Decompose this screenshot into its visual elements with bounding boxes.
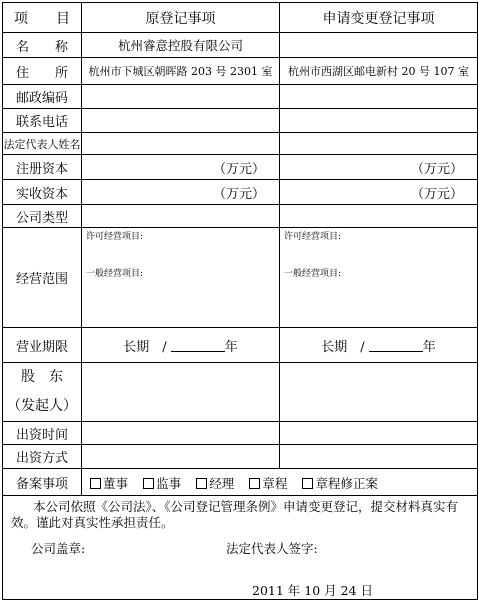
original-address[interactable]: 杭州市下城区朝晖路 203 号 2301 室 [82,58,280,85]
original-term-suffix: 年 [224,339,238,355]
requested-term-blank[interactable] [369,339,423,352]
filing-option-director[interactable]: 董事 [90,476,128,491]
original-shareholder[interactable] [82,363,280,422]
requested-scope[interactable] [280,228,478,328]
label-paid-capital: 实收资本 [3,180,82,205]
filing-option-articles[interactable]: 章程 [249,476,287,491]
requested-term[interactable] [280,328,478,363]
checkbox-icon[interactable] [249,478,260,489]
header-row [3,3,478,33]
requested-term-suffix: 年 [422,339,436,355]
label-contribution-method: 出资方式 [3,445,82,469]
requested-contribution-method[interactable] [280,445,478,469]
original-term-blank[interactable] [171,339,225,352]
row-term [3,328,478,363]
checkbox-icon[interactable] [90,478,101,489]
declaration-date: 2011 年 10 月 24 日 [252,583,373,598]
filing-option-supervisor[interactable]: 监事 [143,476,181,491]
header-requested: 申请变更登记事项 [280,3,478,33]
checkbox-icon[interactable] [143,478,154,489]
legal-rep-signature-label: 法定代表人签字: [226,541,318,556]
original-contribution-method[interactable] [82,445,280,469]
label-term: 营业期限 [3,328,82,363]
original-scope[interactable] [82,228,280,328]
requested-scope-licensed: 许可经营项目: [284,232,342,242]
change-registration-form [2,2,478,600]
label-shareholder-line1: 股 东 [21,369,63,385]
filing-option-articles-amendment[interactable]: 章程修正案 [302,476,378,491]
row-address [3,58,478,85]
label-contribution-time: 出资时间 [3,422,82,445]
header-original: 原登记事项 [82,3,280,33]
row-phone [3,109,478,133]
label-reg-capital: 注册资本 [3,155,82,180]
declaration-text: 本公司依照《公司法》、《公司登记管理条例》申请变更登记，提交材料真实有效。谨此对真实性承担责任。 [11,499,459,530]
row-contribution-method [3,445,478,469]
row-declaration [3,496,478,600]
row-company-type [3,205,478,228]
row-paid-capital [3,180,478,205]
requested-legal-rep[interactable] [280,133,478,155]
original-paid-capital-unit[interactable]: （万元） [82,180,280,205]
row-shareholder [3,363,478,422]
label-postcode: 邮政编码 [3,85,82,109]
requested-postcode[interactable] [280,85,478,109]
label-shareholder-line2: （发起人） [7,398,77,414]
checkbox-icon[interactable] [196,478,207,489]
requested-paid-capital-unit[interactable]: （万元） [280,180,478,205]
original-scope-general: 一般经营项目: [86,269,144,279]
original-contribution-time[interactable] [82,422,280,445]
original-postcode[interactable] [82,85,280,109]
requested-term-prefix: 长期 / [321,339,365,355]
row-scope [3,228,478,328]
header-item: 项 目 [3,3,82,33]
row-filing [3,469,478,496]
filing-options [82,469,478,496]
row-contribution-time [3,422,478,445]
label-shareholder [3,363,82,422]
requested-reg-capital-unit[interactable]: （万元） [280,155,478,180]
original-legal-rep[interactable] [82,133,280,155]
requested-scope-general: 一般经营项目: [284,269,342,279]
filing-option-manager[interactable]: 经理 [196,476,234,491]
row-reg-capital [3,155,478,180]
label-address: 住 所 [3,58,82,85]
label-scope: 经营范围 [3,228,82,328]
row-name [3,33,478,58]
original-phone[interactable] [82,109,280,133]
company-seal-label: 公司盖章: [31,541,86,556]
original-term[interactable] [82,328,280,363]
label-filing: 备案事项 [3,469,82,496]
requested-address[interactable]: 杭州市西湖区邮电新村 20 号 107 室 [280,58,478,85]
declaration [3,496,478,600]
label-phone: 联系电话 [3,109,82,133]
label-name: 名 称 [3,33,82,58]
checkbox-icon[interactable] [302,478,313,489]
label-legal-rep: 法定代表人姓名 [3,133,82,155]
original-company-type[interactable] [82,205,280,228]
original-scope-licensed: 许可经营项目: [86,232,144,242]
requested-company-type[interactable] [280,205,478,228]
requested-name[interactable] [280,33,478,58]
row-legal-rep [3,133,478,155]
signature-line [11,541,471,557]
requested-contribution-time[interactable] [280,422,478,445]
row-postcode [3,85,478,109]
original-name[interactable]: 杭州睿意控股有限公司 [82,33,280,58]
original-term-prefix: 长期 / [123,339,167,355]
original-reg-capital-unit[interactable]: （万元） [82,155,280,180]
label-company-type: 公司类型 [3,205,82,228]
requested-shareholder[interactable] [280,363,478,422]
requested-phone[interactable] [280,109,478,133]
